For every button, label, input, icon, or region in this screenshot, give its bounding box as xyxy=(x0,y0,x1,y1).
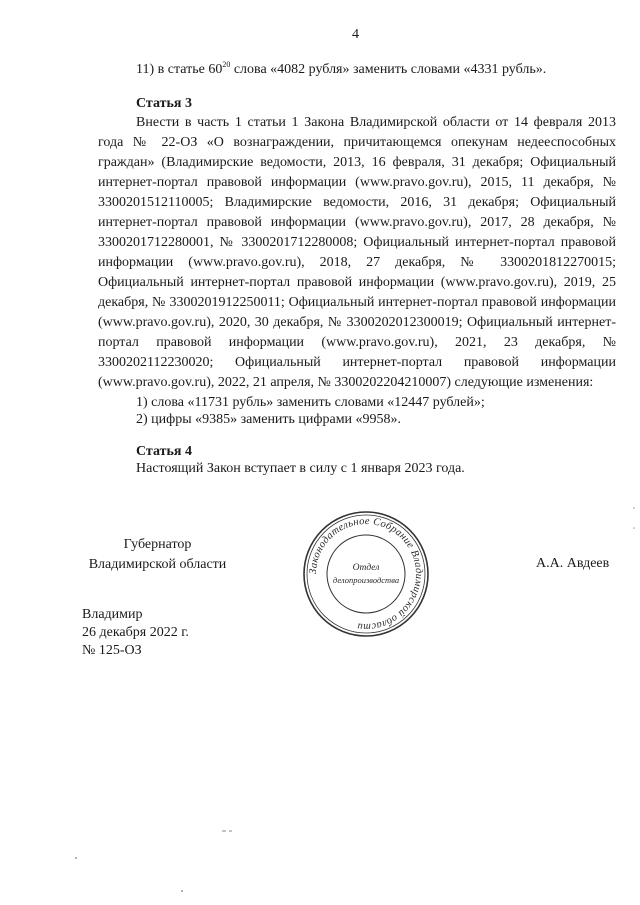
item11-text-before: 11) в статье 60 xyxy=(136,62,223,77)
page-number: 4 xyxy=(352,27,359,42)
article-4-heading: Статья 4 xyxy=(136,444,192,459)
document-footer xyxy=(82,606,189,660)
footer-city: Владимир xyxy=(82,607,143,622)
item11-text-after: слова «4082 рубля» заменить словами «4331 рубль». xyxy=(230,62,547,77)
signatory-title-line-1: Губернатор xyxy=(123,537,192,552)
signatory-name: А.А. Авдеев xyxy=(536,556,610,571)
official-seal xyxy=(300,508,432,640)
item11-superscript: 20 xyxy=(222,60,231,69)
footer-date: 26 декабря 2022 г. xyxy=(82,625,189,640)
article-3-item-2: 2) цифры «9385» заменить цифрами «9958». xyxy=(136,412,402,427)
amendment-item-11 xyxy=(136,60,546,78)
signatory-title xyxy=(80,535,235,575)
seal-center-line-2: делопроизводства xyxy=(332,575,400,585)
seal-ring-text: Законодательное Собрание Владимирской области xyxy=(307,515,425,633)
seal-center-line-1: Отдел xyxy=(352,563,380,573)
svg-text:Законодательное Собрание Влади xyxy=(308,516,424,632)
footer-law-number: № 125-ОЗ xyxy=(82,643,142,658)
article-3-item-1: 1) слова «11731 рубль» заменить словами «12447 рублей»; xyxy=(136,395,485,410)
article-4-text: Настоящий Закон вступает в силу с 1 января 2023 года. xyxy=(136,461,465,476)
signatory-title-line-2: Владимирской области xyxy=(88,557,227,572)
article-3-heading: Статья 3 xyxy=(136,96,192,111)
article-3-text: Внести в часть 1 статьи 1 Закона Владимирской области от 14 февраля 2013 года № 22-ОЗ «О вознаграждении, причитающемся опекунам недееспособных граждан» (Владимирские ведомости, 2013, 16 февраля, 31 декабря; Официальный интернет-портал правовой информации (www.pravo.gov.ru), 2015, 11 декабря, № 3300201512110005; Владимирские ведомости, 2016, 31 декабря; Официальный интернет-портал правовой информации (www.pravo.gov.ru), 2017, 28 декабря, № 3300201712280001, № 3300201712280008; Официальный интернет-портал правовой информации (www.pravo.gov.ru), 2018, 27 декабря, № 3300201812270015; Официальный интернет-портал правовой информации (www.pravo.gov.ru), 2019, 25 декабря, № 3300201912250011; Официальный интернет-портал правовой информации (www.pravo.gov.ru), 2020, 30 декабря, № 3300202012300019; Официальный интернет-портал правовой информации (www.pravo.gov.ru), 2021, 23 декабря, № 3300202112230020; Официальный интернет-портал правовой информации (www.pravo.gov.ru), 2022, 21 апреля, № 3300202204210007) следующие изменения: xyxy=(98,115,616,390)
